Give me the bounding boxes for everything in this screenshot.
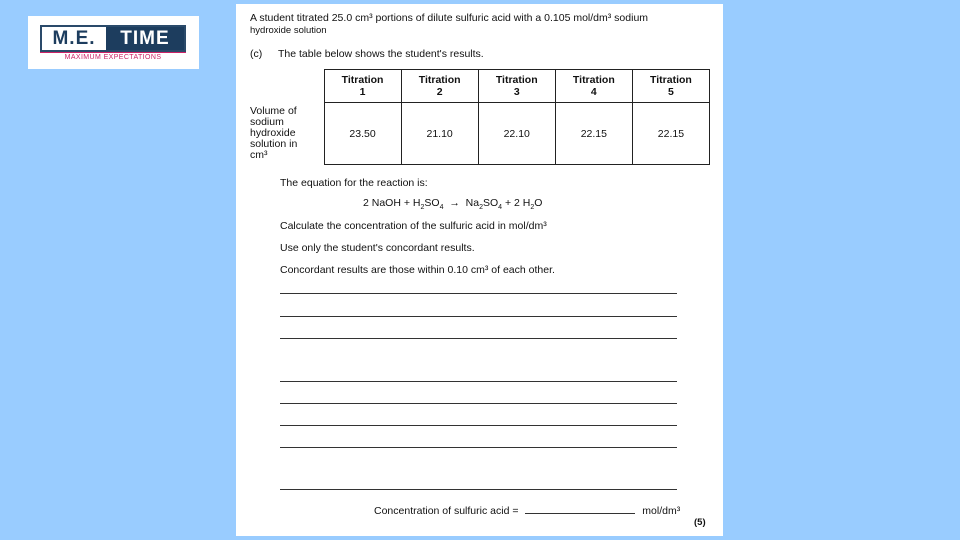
value-titration-1: 23.50 [324,103,401,165]
use-only-instruction: Use only the student's concordant results. [280,242,475,254]
table-corner-cell [250,70,324,103]
logo-tagline: MAXIMUM EXPECTATIONS [64,54,162,61]
row-label-volume: Volume of sodium hydroxide solution in cm³ [250,103,324,165]
logo-wordmark [40,25,186,52]
reaction-arrow-icon: → [449,197,460,209]
answer-line[interactable] [280,489,677,490]
equation-intro: The equation for the reaction is: [280,177,428,189]
value-titration-3: 22.10 [478,103,555,165]
logo-me-text: M.E. [42,27,106,50]
concordant-definition: Concordant results are those within 0.10 cm³ of each other. [280,264,555,276]
answer-line[interactable] [280,425,677,426]
logo-time-text: TIME [106,27,184,50]
table-header-row [250,70,710,103]
question-intro-line2: hydroxide solution [250,25,327,36]
answer-line[interactable] [280,381,677,382]
header-titration-1: Titration 1 [324,70,401,103]
answer-line[interactable] [280,403,677,404]
results-table [250,69,710,165]
exam-page [236,4,723,536]
answer-line[interactable] [280,447,677,448]
value-titration-2: 21.10 [401,103,478,165]
calc-instruction: Calculate the concentration of the sulfuric acid in mol/dm³ [280,220,547,232]
final-answer-unit: mol/dm³ [642,505,681,517]
answer-line[interactable] [280,316,677,317]
question-intro-line1: A student titrated 25.0 cm³ portions of dilute sulfuric acid with a 0.105 mol/dm³ sodium [250,12,649,24]
part-label: (c) [250,48,263,60]
final-answer-row [374,504,680,517]
logo-divider [40,52,186,53]
header-titration-2: Titration 2 [401,70,478,103]
header-titration-4: Titration 4 [555,70,632,103]
final-answer-blank[interactable] [525,504,635,514]
header-titration-5: Titration 5 [632,70,709,103]
table-row [250,103,710,165]
header-titration-3: Titration 3 [478,70,555,103]
part-text: The table below shows the student's results. [278,48,484,60]
answer-line[interactable] [280,338,677,339]
final-answer-prefix: Concentration of sulfuric acid = [374,505,519,517]
me-time-logo [28,16,199,69]
value-titration-5: 22.15 [632,103,709,165]
value-titration-4: 22.15 [555,103,632,165]
chemical-equation: 2 NaOH + $H_2SO_4 \to Na_2SO_4 + 2$ $H_2O$ [363,197,543,212]
marks-label: (5) [694,517,706,528]
answer-line[interactable] [280,293,677,294]
